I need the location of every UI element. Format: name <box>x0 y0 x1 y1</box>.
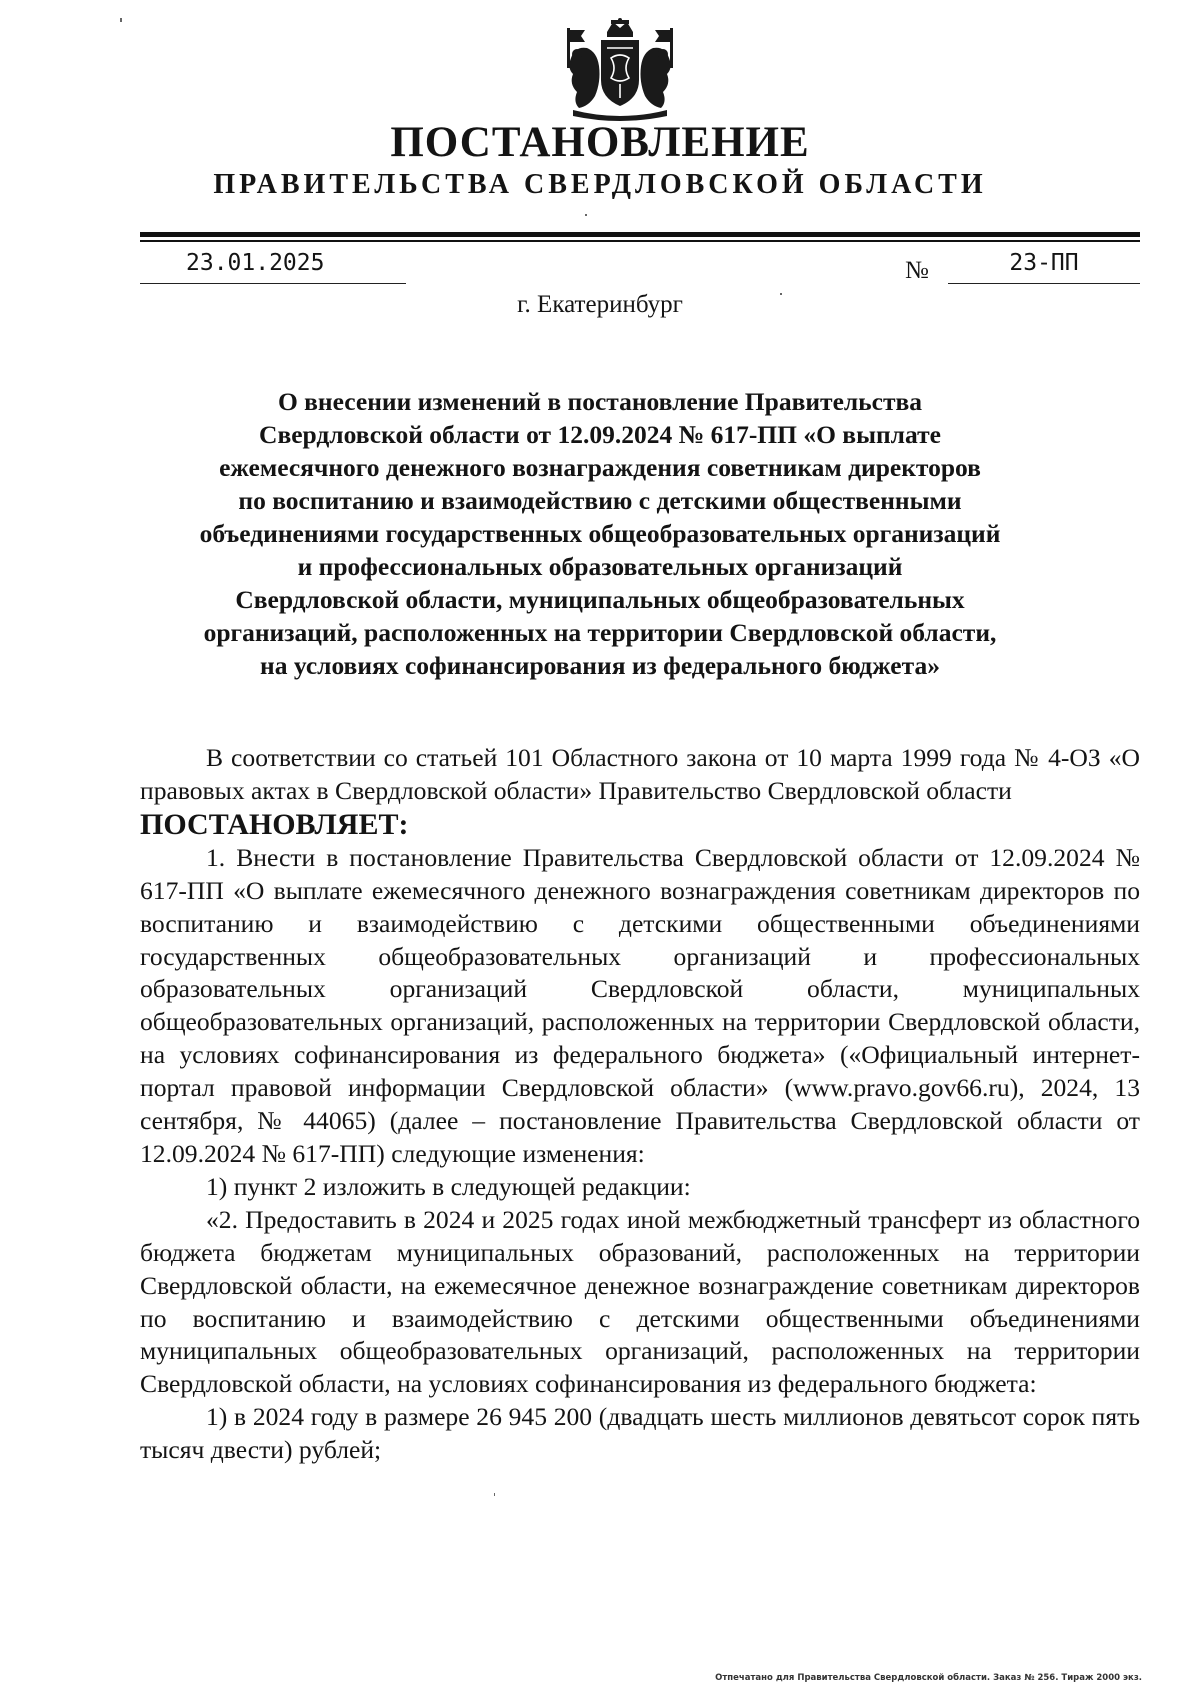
heading-line: О внесении изменений в постановление Правительства <box>277 387 923 416</box>
quoted-point-2-paragraph: «2. Предоставить в 2024 и 2025 годах иной межбюджетный трансферт из областного бюджета бюджетам муниципальных образований, расположенных на территории Свердловской области, на ежемесячное денежное вознаграждение советникам директоров по воспитанию и взаимодействию с детскими общественными объединениями муниципальных общеобразовательных организаций, расположенных на территории Свердловской области, на условиях софинансирования из федерального бюджета: <box>140 1204 1140 1399</box>
heading-line: на условиях софинансирования из федерального бюджета» <box>260 651 940 680</box>
heading-line: и профессиональных образовательных организаций <box>297 552 903 581</box>
scan-speck <box>585 214 587 216</box>
item-1-paragraph: 1. Внести в постановление Правительства Свердловской области от 12.09.2024 № 617-ПП «О выплате ежемесячного денежного вознаграждения советникам директоров по воспитанию и взаимодействию с детскими общественными объединениями государственных общеобразовательных организаций и профессиональных образовательных организаций Свердловской области, муниципальных общеобразовательных организаций, расположенных на территории Свердловской области, на условиях софинансирования из федерального бюджета» («Официальный интернет-портал правовой информации Свердловской области» (www.pravo.gov66.ru), 2024, 13 сентября, № 44065) (далее – постановление Правительства Свердловской области от 12.09.2024 № 617-ПП) следующие изменения: <box>140 842 1140 1168</box>
resolution-heading <box>160 385 1040 682</box>
header-double-rule-bottom <box>140 240 1140 242</box>
date-underline <box>140 283 406 284</box>
issuer-name: ПРАВИТЕЛЬСТВА СВЕРДЛОВСКОЙ ОБЛАСТИ <box>213 169 987 200</box>
subitem-2024-amount-paragraph: 1) в 2024 году в размере 26 945 200 (двадцать шесть миллионов девятьсот сорок пять тысяч двести) рублей; <box>140 1402 1140 1465</box>
print-footer: Отпечатано для Правительства Свердловской области. Заказ № 256. Тираж 2000 экз. <box>715 1673 1142 1683</box>
preamble-paragraph: В соответствии со статьей 101 Областного закона от 10 марта 1999 года № 4-ОЗ «О правовых актах в Свердловской области» Правительство Свердловской области <box>140 743 1140 805</box>
scan-speck <box>494 1493 495 1496</box>
number-sign: № <box>905 257 929 284</box>
heading-line: организаций, расположенных на территории Свердловской области, <box>203 618 997 647</box>
resolves-heading: ПОСТАНОВЛЯЕТ: <box>140 807 409 841</box>
header-double-rule-top <box>140 232 1140 237</box>
document-number: 23-ПП <box>1009 250 1079 276</box>
scan-speck <box>780 293 782 295</box>
issue-city: г. Екатеринбург <box>517 291 683 318</box>
heading-line: объединениями государственных общеобразовательных организаций <box>199 519 1001 548</box>
document-date: 23.01.2025 <box>186 250 325 276</box>
subitem-1-paragraph: 1) пункт 2 изложить в следующей редакции: <box>206 1171 691 1201</box>
coat-of-arms-emblem <box>563 18 677 122</box>
document-title: ПОСТАНОВЛЕНИЕ <box>390 119 810 166</box>
heading-line: Свердловской области, муниципальных общеобразовательных <box>235 585 965 614</box>
document-body <box>140 742 1140 1467</box>
scan-speck <box>120 18 122 22</box>
heading-line: по воспитанию и взаимодействию с детскими общественными <box>238 486 962 515</box>
heading-line: Свердловской области от 12.09.2024 № 617-ПП «О выплате <box>259 420 941 449</box>
heading-line: ежемесячного денежного вознаграждения советникам директоров <box>219 453 981 482</box>
number-underline <box>948 283 1140 284</box>
